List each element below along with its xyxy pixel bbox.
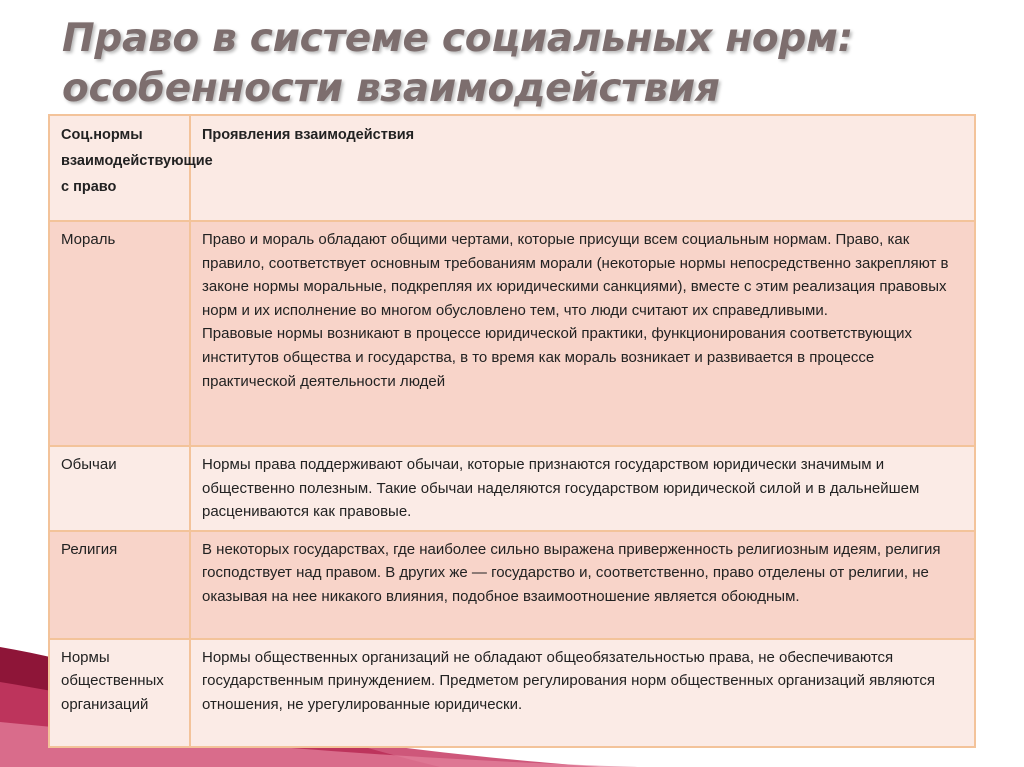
slide-title — [62, 14, 853, 114]
slide-title-line-2: особенности взаимодействия — [62, 66, 720, 111]
header-cell-manifestations: Проявления взаимодействия — [190, 115, 975, 221]
description-paragraph: Нормы общественных организаций не обладают общеобязательностью права, не обеспечиваются государственным принуждением. Предметом регулирования норм общественных организаций являются отношения, не урегулированные юридически. — [202, 648, 936, 713]
table-header-row — [49, 115, 975, 221]
norm-cell: Религия — [49, 531, 190, 639]
description-paragraph: В некоторых государствах, где наиболее сильно выражена приверженность религиозным идеям, религия господствует над правом. В других же — государство и, соответственно, право отделены от религии, не оказывая на нее никакого влияния, подобное взаимоотношение является обоюдным. — [202, 540, 941, 605]
description-paragraph: Правовые нормы возникают в процессе юридической практики, функционирования соответствующих институтов общества и государства, в то время как мораль возникает и развивается в процессе практической деятельности людей — [202, 325, 912, 390]
header-cell-norms: Соц.нормы взаимодействующие с право — [49, 115, 190, 221]
description-cell — [190, 639, 975, 747]
description-paragraph: Право и мораль обладают общими чертами, которые присущи всем социальным нормам. Право, как правило, соответствует основным требованиям морали (некоторые нормы непосредственно закрепляют в законе нормы моральные, подкрепляя их юридическими санкциями), вместе с этим реализация правовых норм и их исполнение во многом обусловлено тем, что люди считают их справедливыми. — [202, 231, 949, 319]
description-cell — [190, 221, 975, 446]
table-row — [49, 221, 975, 446]
description-cell — [190, 531, 975, 639]
norm-cell: Обычаи — [49, 446, 190, 531]
slide-title-line-1: Право в системе социальных норм: — [62, 16, 853, 61]
norm-cell: Нормы общественных организаций — [49, 639, 190, 747]
description-cell — [190, 446, 975, 531]
interaction-table — [48, 114, 976, 748]
norm-cell: Мораль — [49, 221, 190, 446]
table-row — [49, 531, 975, 639]
table-row — [49, 639, 975, 747]
table-row — [49, 446, 975, 531]
description-paragraph: Нормы права поддерживают обычаи, которые признаются государством юридически значимым и общественно полезным. Такие обычаи наделяются государством юридической силой и в дальнейшем расцениваются как правовые. — [202, 456, 920, 521]
